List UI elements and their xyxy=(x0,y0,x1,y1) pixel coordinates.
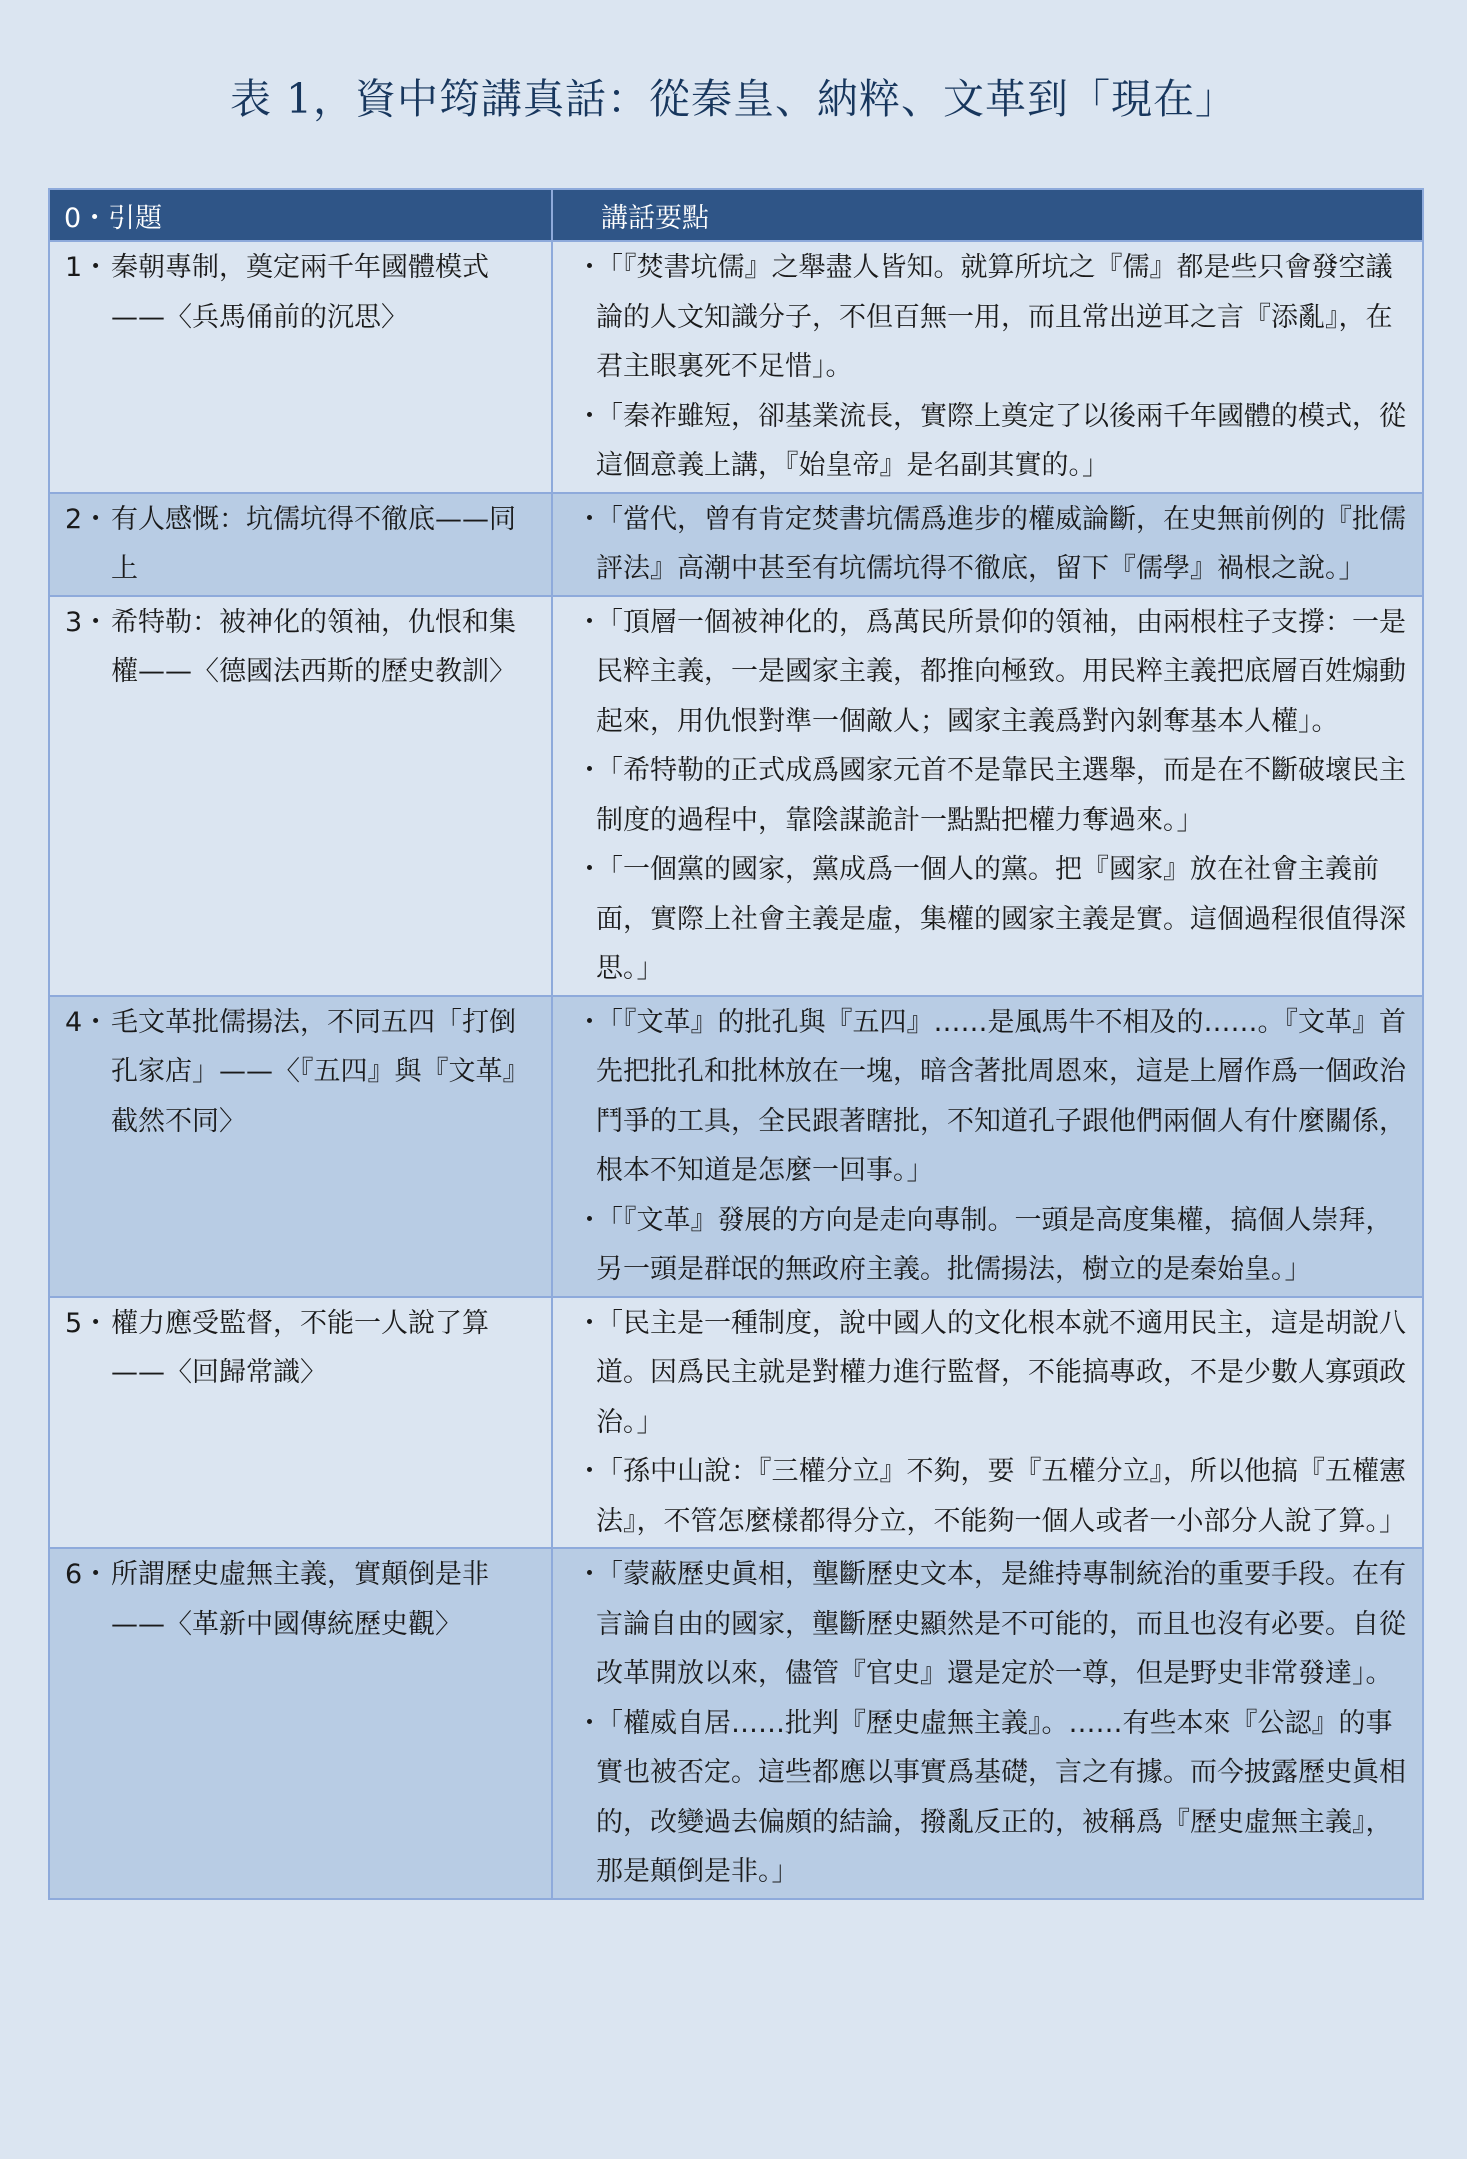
quote-item xyxy=(576,1699,1411,1897)
topic-cell xyxy=(49,1297,552,1549)
bullet-icon: ・ xyxy=(576,252,603,283)
topic-cell xyxy=(49,241,552,493)
quote-list xyxy=(554,1299,1421,1547)
topic xyxy=(51,1299,550,1398)
bullet-icon: ・ xyxy=(576,1307,603,1339)
row-number: 1・ xyxy=(65,252,110,283)
bullet-icon: ・ xyxy=(576,1456,603,1487)
table-body xyxy=(49,241,1423,1899)
bullet-icon: ・ xyxy=(576,1559,603,1590)
quote-item xyxy=(576,746,1411,845)
row-number: 3・ xyxy=(65,606,110,638)
quote-text: 「頂層一個被神化的，爲萬民所景仰的領袖，由兩根柱子支撐：一是民粹主義，一是國家主義，都推向極致。用民粹主義把底層百姓煽動起來，用仇恨對準一個敵人；國家主義爲對內剝奪基本人權」。 xyxy=(596,606,1406,737)
row-number: 5・ xyxy=(65,1307,110,1339)
quote-item xyxy=(576,998,1411,1196)
topic-cell xyxy=(49,1548,552,1899)
quote-list xyxy=(554,495,1421,594)
topic-text: 所謂歷史虛無主義，實顛倒是非——〈革新中國傳統歷史觀〉 xyxy=(111,1559,489,1640)
quote-text: 「蒙蔽歷史眞相，壟斷歷史文本，是維持專制統治的重要手段。在有言論自由的國家，壟斷歷史顯然是不可能的，而且也沒有必要。自從改革開放以來，儘管『官史』還是定於一尊，但是野史非常發達」。 xyxy=(596,1559,1406,1689)
row-number: 4・ xyxy=(65,1006,110,1038)
quote-item xyxy=(576,392,1411,491)
quote-text: 「一個黨的國家，黨成爲一個人的黨。把『國家』放在社會主義前面，實際上社會主義是虛，集權的國家主義是實。這個過程很值得深思。」 xyxy=(596,854,1406,984)
topic-cell xyxy=(49,493,552,596)
quote-item xyxy=(576,495,1411,594)
quote-item xyxy=(576,845,1411,994)
quote-text: 「『文革』發展的方向是走向專制。一頭是高度集權，搞個人崇拜，另一頭是群氓的無政府主義。批儒揚法，樹立的是秦始皇。」 xyxy=(596,1204,1393,1285)
quote-list xyxy=(554,1550,1421,1897)
bullet-icon: ・ xyxy=(576,755,603,786)
quote-list xyxy=(554,598,1421,994)
bullet-icon: ・ xyxy=(576,1006,603,1038)
key-points-cell xyxy=(552,1297,1423,1549)
quote-text: 「希特勒的正式成爲國家元首不是靠民主選舉，而是在不斷破壞民主制度的過程中，靠陰謀詭計一點點把權力奪過來。」 xyxy=(596,755,1406,836)
quote-text: 「孫中山說：『三權分立』不夠，要『五權分立』，所以他搞『五權憲法』，不管怎麼樣都得分立，不能夠一個人或者一小部分人說了算。」 xyxy=(596,1456,1406,1537)
bullet-icon: ・ xyxy=(576,854,603,885)
topic-text: 秦朝專制，奠定兩千年國體模式——〈兵馬俑前的沉思〉 xyxy=(111,252,489,333)
quote-list xyxy=(554,243,1421,491)
table-row xyxy=(49,996,1423,1297)
quote-text: 「權威自居……批判『歷史虛無主義』。……有些本來『公認』的事實也被否定。這些都應以事實爲基礎，言之有據。而今披露歷史眞相的，改變過去偏頗的結論，撥亂反正的，被稱爲『歷史虛無主義』，那是顛倒是非。」 xyxy=(596,1707,1406,1887)
key-points-cell xyxy=(552,493,1423,596)
quote-item xyxy=(576,598,1411,747)
quote-item xyxy=(576,1196,1411,1295)
quote-item xyxy=(576,243,1411,392)
table-row xyxy=(49,493,1423,596)
bullet-icon: ・ xyxy=(576,606,603,638)
table-row xyxy=(49,241,1423,493)
topic xyxy=(51,998,550,1147)
quote-text: 「秦祚雖短，卻基業流長，實際上奠定了以後兩千年國體的模式，從這個意義上講，『始皇帝』是名副其實的。」 xyxy=(596,400,1406,481)
table-row xyxy=(49,1297,1423,1549)
key-points-cell xyxy=(552,596,1423,996)
table-row xyxy=(49,596,1423,996)
header-topic: 0・引題 xyxy=(49,189,552,241)
quote-text: 「當代，曾有肯定焚書坑儒爲進步的權威論斷，在史無前例的『批儒評法』高潮中甚至有坑儒坑得不徹底，留下『儒學』禍根之說。」 xyxy=(596,503,1406,584)
bullet-icon: ・ xyxy=(576,503,603,535)
table-header-row xyxy=(49,189,1423,241)
topic-cell xyxy=(49,996,552,1297)
key-points-cell xyxy=(552,1548,1423,1899)
quote-item xyxy=(576,1299,1411,1448)
header-key-points: 講話要點 xyxy=(552,189,1423,241)
summary-table xyxy=(48,188,1424,1900)
quote-text: 「『文革』的批孔與『五四』……是風馬牛不相及的……。『文革』首先把批孔和批林放在一塊，暗含著批周恩來，這是上層作爲一個政治鬥爭的工具，全民跟著瞎批，不知道孔子跟他們兩個人有什麼關係，根本不知道是怎麼一回事。」 xyxy=(596,1006,1406,1186)
bullet-icon: ・ xyxy=(576,400,603,432)
bullet-icon: ・ xyxy=(576,1707,603,1739)
page-title: 表 1，資中筠講真話：從秦皇、納粹、文革到「現在」 xyxy=(229,75,1238,123)
quote-item xyxy=(576,1550,1411,1699)
topic xyxy=(51,495,550,594)
bullet-icon: ・ xyxy=(576,1204,603,1236)
topic xyxy=(51,1550,550,1649)
table-row xyxy=(49,1548,1423,1899)
topic-text: 有人感慨：坑儒坑得不徹底——同上 xyxy=(111,503,516,584)
key-points-cell xyxy=(552,241,1423,493)
row-number: 6・ xyxy=(65,1559,110,1590)
row-number: 2・ xyxy=(65,503,110,535)
topic-text: 毛文革批儒揚法，不同五四「打倒孔家店」——〈『五四』與『文革』截然不同〉 xyxy=(111,1006,530,1137)
topic xyxy=(51,243,550,342)
topic-cell xyxy=(49,596,552,996)
quote-list xyxy=(554,998,1421,1295)
topic-text: 權力應受監督，不能一人說了算——〈回歸常識〉 xyxy=(111,1307,489,1388)
key-points-cell xyxy=(552,996,1423,1297)
quote-item xyxy=(576,1447,1411,1546)
topic-text: 希特勒：被神化的領袖，仇恨和集權——〈德國法西斯的歷史教訓〉 xyxy=(111,606,516,687)
quote-text: 「『焚書坑儒』之舉盡人皆知。就算所坑之『儒』都是些只會發空議論的人文知識分子，不但百無一用，而且常出逆耳之言『添亂』，在君主眼裏死不足惜」。 xyxy=(596,252,1393,382)
topic xyxy=(51,598,550,697)
quote-text: 「民主是一種制度，說中國人的文化根本就不適用民主，這是胡說八道。因爲民主就是對權力進行監督，不能搞專政，不是少數人寡頭政治。」 xyxy=(596,1307,1406,1438)
